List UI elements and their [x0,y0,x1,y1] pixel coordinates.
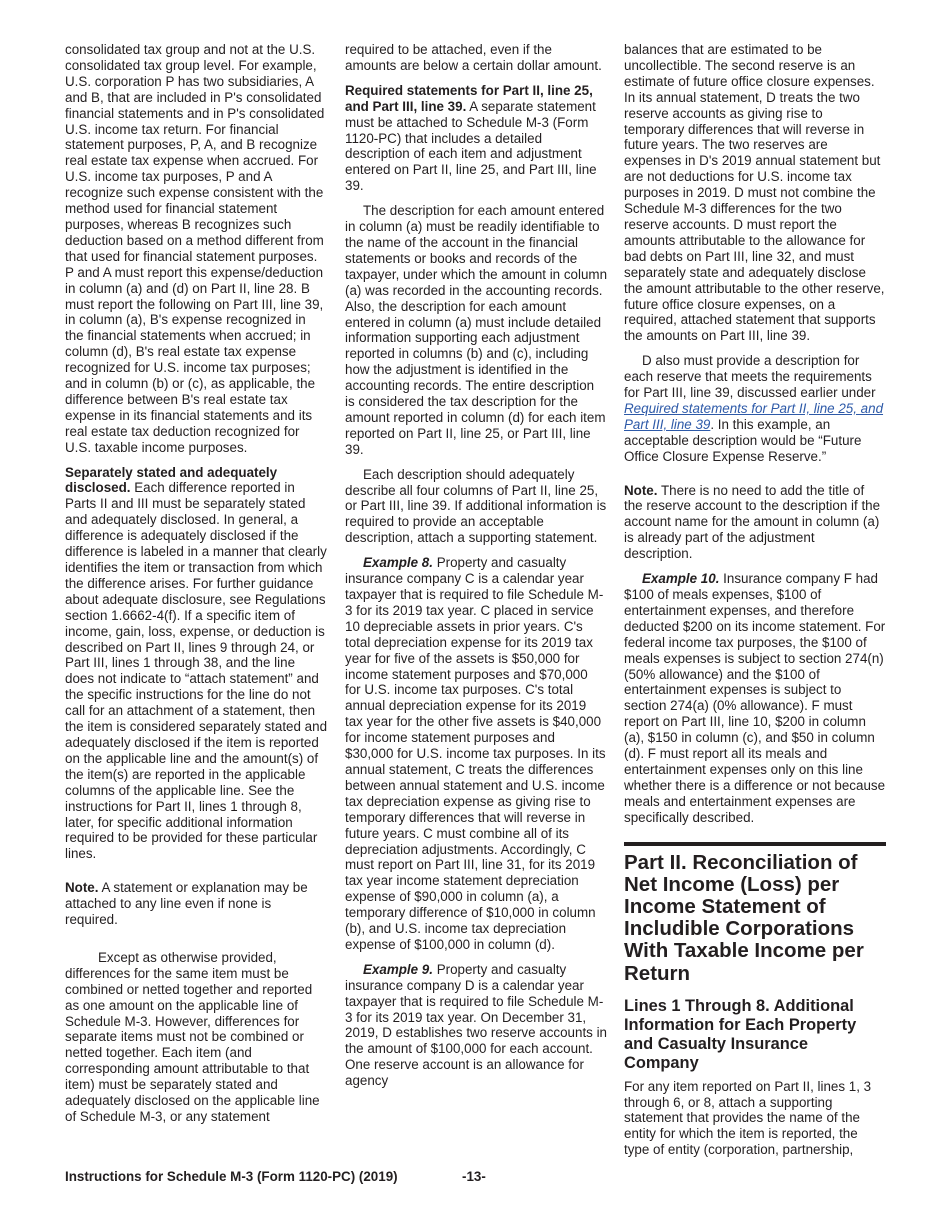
column-2 [345,42,607,1098]
subsection-title: Lines 1 Through 8. Additional Information for Each Property and Casualty Insurance Company [624,996,857,1073]
paragraph-reserve-description [624,353,886,464]
paragraph-adequate-description: Each description should adequately describe all four columns of Part II, line 25, or Part III, line 39. If additional information is required to provide an acceptable description, attach a supporting statement. [345,466,607,546]
column-1 [65,42,327,1134]
paragraph-body: Each difference reported in Parts II and III must be separately stated and adequately disclosed. In general, a difference is adequately disclosed if the difference is labeled in a manner that clearly identifies the item or transaction from which the difference arises. For further guidance about adequate disclosure, see Regulations section 1.6662-4(f). If a specific item of income, gain, loss, expense, or deduction is described on Part II, lines 9 through 24, or Part III, lines 1 through 38, and the line does not indicate to “attach statement” and the specific instructions for the line do not call for an attachment of a statement, then the item is considered separately stated and adequately disclosed if the item is reported on the applicable line and the amount(s) of the item(s) are reported in the applicable columns of the applicable line. See the instructions for Part II, lines 1 through 8, later, for specific additional information required to be provided for these particular lines. [65,480,328,862]
note-label: Note. [65,880,99,896]
paragraph-consolidated-example: consolidated tax group and not at the U.S. consolidated tax group level. For example, U.S. corporation P has two subsidiaries, A and B, that are included in P's consolidated financial statements and in P's consolidated U.S. income tax return. For financial statement purposes, P, A, and B recognize real estate tax expense when accrued. For U.S. income tax purposes, P and A recognize such expense consistent with the method used for financial statement purposes, whereas B recognizes such deduction based on a method different from that used for financial statement purposes. P and A must report this expense/deduction in column (a) and (d) on Part II, line 28. B must report the following on Part III, line 39, in column (a), B's expense recognized in the financial statements when accrued; in column (d), B's real estate tax expense recognized for U.S. income tax purposes; and in column (b) or (c), as applicable, the difference between B's real estate tax expense in its financial statements and its real estate tax deduction recognized for U.S. taxable income purposes. [65,42,325,455]
example-9 [345,962,607,1089]
example-body: Property and casualty insurance company C is a calendar year taxpayer that is required to file Schedule M-3 for its 2019 tax year. C placed in service 10 depreciable assets in prior years. C's total depreciation expense for its 2019 tax year for five of the assets is $50,000 for income statement purposes and $70,000 for U.S. income tax purposes. C's total annual depreciation expense for its 2019 tax year for the other five assets is $40,000 for income statement purposes and $30,000 for U.S. income tax purposes. In its annual statement, C treats the differences between annual statement and U.S. income tax depreciation expense as giving rise to temporary differences that will reverse in future years. C must combine all of its depreciation adjustments. Accordingly, C must report on Part III, line 31, for its 2019 tax year income statement depreciation expense of $90,000 in column (a), a temporary difference of $10,000 in column (b), and U.S. income tax depreciation expense of $100,000 in column (d). [345,555,606,952]
paragraph-lines-1-8: For any item reported on Part II, lines 1, 3 through 6, or 8, attach a supporting statement that provides the name of the entity for which the item is reported, the type of entity (corporation, partnership, [624,1078,872,1158]
note-label: Note. [624,482,658,498]
example-label: Example 9. [363,961,433,977]
note-attach-statement [65,880,327,928]
paragraph-reserves: balances that are estimated to be uncollectible. The second reserve is an estimate of future office closure expenses. In its annual statement, D treats the two reserve accounts as giving rise to temporary differences that will reverse in future years. The two reserves are expenses in D's 2019 annual statement but are not deductions for U.S. income tax purposes in 2019. D must not combine the Schedule M-3 differences for the two reserve accounts. D must report the amounts attributable to the allowance for bad debts on Part III, line 32, and must separately state and adequately disclose the amount attributable to the other reserve, future office closure expenses, on a required, attached statement that supports the amounts on Part III, line 39. [624,42,885,344]
footer-title: Instructions for Schedule M-3 (Form 1120-PC) (2019) [65,1169,398,1184]
cross-reference-link[interactable]: Required statements for Part II, line 25, and Part III, line 39 [624,400,884,432]
section-divider [624,842,886,846]
example-body: Insurance company F had $100 of meals expenses, $100 of entertainment expenses, and therefore deducted $200 on its income statement. For federal income tax purposes, the $100 of meals expenses is subject to section 274(n) (50% allowance) and the $100 of entertainment expenses is subject to section 274(a) (0% allowance). F must report on Part III, line 10, $200 in column (a), $150 in column (c), and $50 in column (d). F must report all its meals and entertainment expenses only on this line whether there is a difference or not because meals and entertainment expenses are specifically described. [624,571,886,825]
note-reserve-title [624,483,886,563]
page-footer [65,1169,885,1184]
run-in-heading: Separately stated and adequately disclosed. [65,464,278,496]
paragraph-text: . In this example, an acceptable description would be “Future Office Closure Expense Reserve.” [624,416,862,464]
column-3 [624,42,886,1167]
example-8 [345,555,607,953]
example-body: Property and casualty insurance company D is a calendar year taxpayer that is required to file Schedule M-3 for its 2019 tax year. On December 31, 2019, D establishes two reserve accounts in the amount of $100,000 for each account. One reserve account is an allowance for agency [345,961,608,1089]
example-label: Example 8. [363,555,433,571]
page-number: -13- [462,1169,486,1184]
paragraph-text: D also must provide a description for each reserve that meets the requirements for Part III, line 39, discussed earlier under [624,353,876,401]
paragraph-combined-differences: Except as otherwise provided, differences for the same item must be combined or netted together and reported as one amount on the applicable line of Schedule M-3. However, differences for separate items must not be combined or netted together. Each item (and corresponding amount attributable to that item) must be separately stated and adequately disclosed on the applicable line of Schedule M-3, or any statement [65,949,320,1124]
example-10 [624,571,886,826]
example-label: Example 10. [642,571,720,587]
paragraph-required-statements [345,83,607,194]
paragraph-body: A separate statement must be attached to Schedule M-3 (Form 1120-PC) that includes a detailed description of each item and adjustment entered on Part II, line 25, and Part III, line 39. [345,98,597,194]
note-body: A statement or explanation may be attached to any line even if none is required. [65,880,308,928]
section-title: Part II. Reconciliation of Net Income (Loss) per Income Statement of Includible Corporations With Taxable Income per Return [624,850,864,985]
paragraph-separately-stated [65,465,327,863]
note-body: There is no need to add the title of the reserve account to the description if the account name for the amount in column (a) is already part of the adjustment description. [624,482,881,562]
run-in-heading: Required statements for Part II, line 25, and Part III, line 39. [345,82,593,114]
paragraph-required-attached: required to be attached, even if the amounts are below a certain dollar amount. [345,42,602,73]
paragraph-description-column-a: The description for each amount entered in column (a) must be readily identifiable to the name of the account in the financial statements or books and records of the taxpayer, under which the amount in column (a) was recorded in the accounting records. Also, the description for each amount entered in column (a) must include detailed information supporting each adjustment reported in columns (b) and (c), including how the adjustment is identified in the accounting records. The entire description is considered the tax description for the amount reported in column (d) for each item reported on Part II, line 25, or Part III, line 39. [345,203,608,457]
